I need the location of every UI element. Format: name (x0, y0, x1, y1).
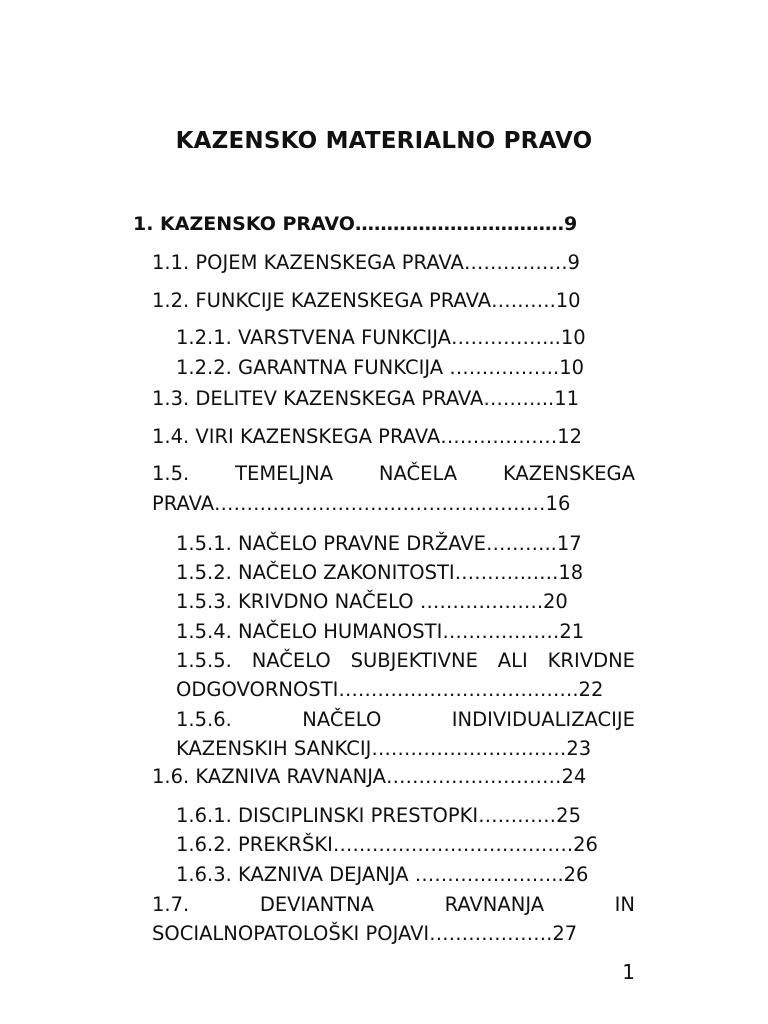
toc-entry-1[interactable]: 1. KAZENSKO PRAVO……………………………9 (133, 213, 578, 235)
toc-entry-1-5-5-line-1[interactable] (176, 646, 635, 675)
toc-word: RAVNANJA (444, 893, 545, 916)
toc-word: NAČELA (378, 462, 458, 485)
toc-entry-1-6-3[interactable]: 1.6.3. KAZNIVA DEJANJA …………………..26 (176, 863, 589, 886)
toc-entry-1-5-6-line-2[interactable]: KAZENSKIH SANKCIJ…………………………23 (176, 737, 592, 760)
toc-entry-1-6-2[interactable]: 1.6.2. PREKRŠKI……………………………….26 (176, 833, 598, 856)
toc-entry-1-7-line-2[interactable]: SOCIALNOPATOLOŠKI POJAVI……………….27 (152, 922, 578, 945)
toc-entry-1-5-3[interactable]: 1.5.3. KRIVDNO NAČELO ……………….20 (176, 590, 568, 613)
toc-word: NAČELO (251, 649, 331, 672)
toc-word: 1.5.6. (176, 708, 232, 731)
toc-word: DEVIANTNA (259, 893, 375, 916)
toc-entry-1-5-line-1[interactable] (152, 459, 635, 488)
toc-word: 1.7. (152, 893, 190, 916)
toc-entry-1-4[interactable]: 1.4. VIRI KAZENSKEGA PRAVA………………12 (152, 425, 583, 448)
toc-word: KAZENSKEGA (502, 462, 635, 485)
toc-entry-1-2-1[interactable]: 1.2.1. VARSTVENA FUNKCIJA……………..10 (176, 326, 586, 349)
toc-entry-1-5-1[interactable]: 1.5.1. NAČELO PRAVNE DRŽAVE………..17 (176, 532, 582, 555)
toc-entry-1-1[interactable]: 1.1. POJEM KAZENSKEGA PRAVA…………….9 (152, 251, 580, 274)
toc-word: SUBJEKTIVNE (350, 649, 478, 672)
toc-entry-1-3[interactable]: 1.3. DELITEV KAZENSKEGA PRAVA………..11 (152, 387, 580, 410)
toc-word: IN (614, 893, 635, 916)
toc-word: 1.5.5. (176, 649, 232, 672)
toc-entry-1-7-line-1[interactable] (152, 890, 635, 919)
toc-word: NAČELO (302, 708, 382, 731)
toc-word: ALI (497, 649, 528, 672)
toc-entry-1-5-6-line-1[interactable] (176, 705, 635, 734)
toc-entry-1-6-1[interactable]: 1.6.1. DISCIPLINSKI PRESTOPKI…………25 (176, 804, 581, 827)
toc-entry-1-6[interactable]: 1.6. KAZNIVA RAVNANJA………………………24 (152, 765, 587, 788)
page-number: 1 (622, 960, 635, 984)
toc-word: INDIVIDUALIZACIJE (451, 708, 635, 731)
toc-word: 1.5. (152, 462, 190, 485)
toc-entry-1-2[interactable]: 1.2. FUNKCIJE KAZENSKEGA PRAVA……….10 (152, 289, 581, 312)
toc-entry-1-5-5-line-2[interactable]: ODGOVORNOSTI……………………………….22 (176, 678, 604, 701)
toc-entry-1-5-4[interactable]: 1.5.4. NAČELO HUMANOSTI………………21 (176, 620, 585, 643)
toc-word: KRIVDNE (547, 649, 635, 672)
toc-entry-1-2-2[interactable]: 1.2.2. GARANTNA FUNKCIJA ……………..10 (176, 356, 585, 379)
toc-entry-1-5-2[interactable]: 1.5.2. NAČELO ZAKONITOSTI…………….18 (176, 561, 584, 584)
toc-entry-1-5-line-2[interactable]: PRAVA……………………………………………16 (152, 492, 571, 515)
document-title: KAZENSKO MATERIALNO PRAVO (175, 128, 593, 154)
toc-word: TEMELJNA (235, 462, 334, 485)
